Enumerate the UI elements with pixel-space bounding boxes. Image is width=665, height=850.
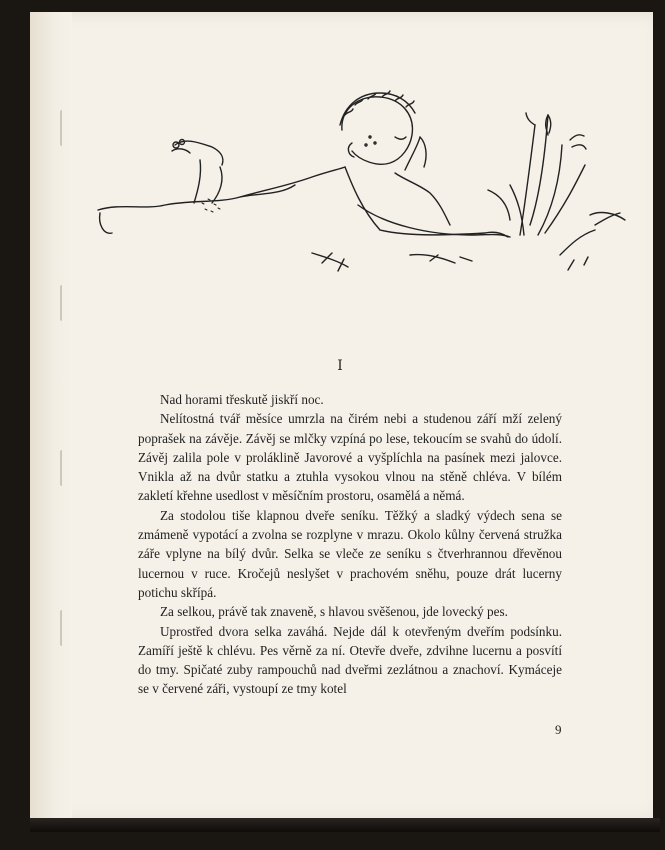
paragraph: Uprostřed dvora selka zaváhá. Nejde dál k otevřeným dveřím podsínku. Zamíří ještě k chlévu. Pes věrně za ní. Otevře dveře, zdvihne lucernu a posvítí do tmy. Spičaté zuby rampouchů nad dveřmi zezlátnou a znachoví. Kymáceje se v červené záři, vystoupí ze tmy kotel [138, 623, 562, 697]
binding-stitch [60, 450, 66, 486]
paragraph: Za selkou, právě tak znaveně, s hlavou svěšenou, jde lovecký pes. [160, 604, 508, 620]
body-text [138, 390, 562, 699]
binding-stitch [60, 285, 66, 321]
binding-stitch [60, 610, 66, 646]
chapter-number: I [337, 358, 343, 374]
paragraph: Nelítostná tvář měsíce umrzla na čirém nebi a studenou září mží zelený poprašek na závěje. Závěj se mlčky vzpíná po lese, tekoucím se svahů do údolí. Závěj zalila pole v proláklině Javorové a vyšplíchla na pasínek mezi jalovce. Vnikla až na dvůr statku a ztuhla vysokou vlnou na stěně chléva. V bílém zakletí křehne usedlost v měsíčním prostoru, osamělá a němá. [138, 411, 562, 504]
book-edge [30, 818, 660, 832]
paragraph: Nad horami třeskutě jiskří noc. [160, 392, 324, 407]
paragraph: Za stodolou tiše klapnou dveře seníku. Těžký a sladký výdech sena se zmámeně vypotácí a zvolna se rozplyne v mrazu. Okolo kůlny červená stružka záře vplyne na bílý dvůr. Selka se vleče ze seníku s čtverhrannou dřevěnou lucernou v ruce. Kročejů neslyšet v prachovém sněhu, pouze drát lucerny potichu skřípá. [138, 507, 562, 600]
binding-stitch [60, 110, 66, 146]
boy-lying-in-grass-illustration [90, 85, 640, 290]
page-number: 9 [555, 722, 562, 737]
